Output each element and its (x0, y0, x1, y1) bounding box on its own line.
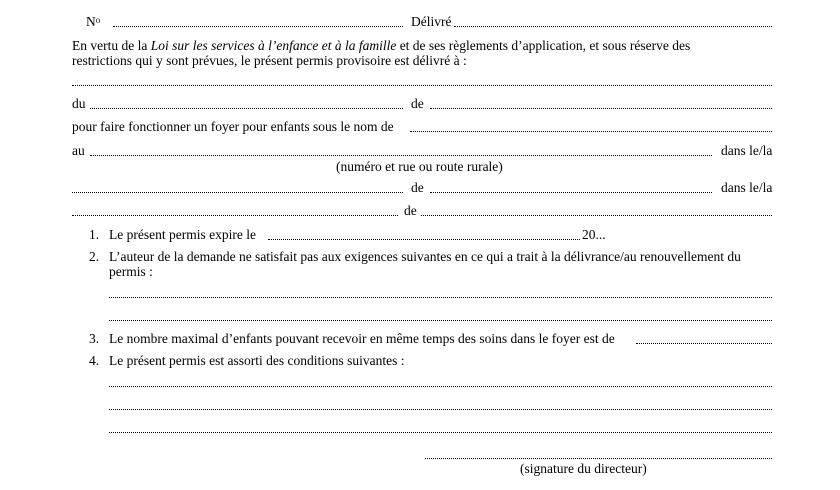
intro-line-1 (72, 38, 690, 54)
requirements-field-1[interactable] (109, 297, 772, 298)
conditions-field-2[interactable] (109, 409, 772, 410)
expiry-date-field[interactable] (268, 239, 580, 240)
foyer-name-label: pour faire fonctionner un foyer pour enfants sous le nom de (72, 119, 394, 134)
de-label-3: de (404, 203, 417, 218)
de-label-1: de (411, 96, 424, 111)
intro-law-title: Loi sur les services à l’enfance et à la famille (150, 38, 397, 53)
expiry-year-text: 20... (582, 227, 606, 242)
signature-label: (signature du directeur) (520, 461, 647, 476)
permit-number-superscript: o (95, 15, 101, 25)
item-3-number: 3. (89, 331, 100, 346)
item-4-number: 4. (89, 353, 100, 368)
de-field-2[interactable] (430, 192, 712, 193)
item-1-number: 1. (89, 227, 100, 242)
de-field-3[interactable] (421, 215, 772, 216)
au-label: au (72, 143, 85, 158)
item-2-number: 2. (89, 249, 100, 264)
issued-date-field[interactable] (454, 26, 772, 27)
du-field[interactable] (90, 108, 403, 109)
address-field[interactable] (90, 155, 712, 156)
licensee-name-field[interactable] (72, 85, 772, 86)
conditions-field-1[interactable] (109, 386, 772, 387)
address-hint: (numéro et rue ou route rurale) (336, 159, 503, 174)
issued-label: Délivré (411, 14, 452, 29)
max-children-field[interactable] (636, 343, 772, 344)
conditions-field-3[interactable] (109, 432, 772, 433)
item-3-text: Le nombre maximal d’enfants pouvant recevoir en même temps des soins dans le foyer est de (109, 331, 615, 346)
dans-le-la-label-1: dans le/la (721, 143, 773, 158)
item-4-text: Le présent permis est assorti des conditions suivantes : (109, 353, 405, 368)
item-2-line-2: permis : (109, 264, 153, 279)
intro-line-2: restrictions qui y sont prévues, le présent permis provisoire est délivré à : (72, 53, 467, 68)
de-label-2: de (411, 180, 424, 195)
signature-field[interactable] (425, 458, 772, 459)
intro-line-1-pre: En vertu de la (72, 38, 148, 53)
dans-le-la-label-2: dans le/la (721, 180, 773, 195)
item-1-text: Le présent permis expire le (109, 227, 256, 242)
municipality-field-2[interactable] (72, 215, 398, 216)
permit-number-label-text: N (86, 14, 96, 29)
requirements-field-2[interactable] (109, 320, 772, 321)
intro-line-1-post: et de ses règlements d’application, et sous réserve des (399, 38, 691, 53)
foyer-name-field[interactable] (410, 131, 772, 132)
permit-number-field[interactable] (113, 26, 403, 27)
municipality-field-1[interactable] (72, 192, 403, 193)
du-label: du (72, 96, 86, 111)
item-2-line-1: L’auteur de la demande ne satisfait pas aux exigences suivantes en ce qui a trait à la délivrance/au renouvellement du (109, 249, 741, 264)
de-field-1[interactable] (430, 108, 772, 109)
permit-number-label (86, 14, 100, 30)
